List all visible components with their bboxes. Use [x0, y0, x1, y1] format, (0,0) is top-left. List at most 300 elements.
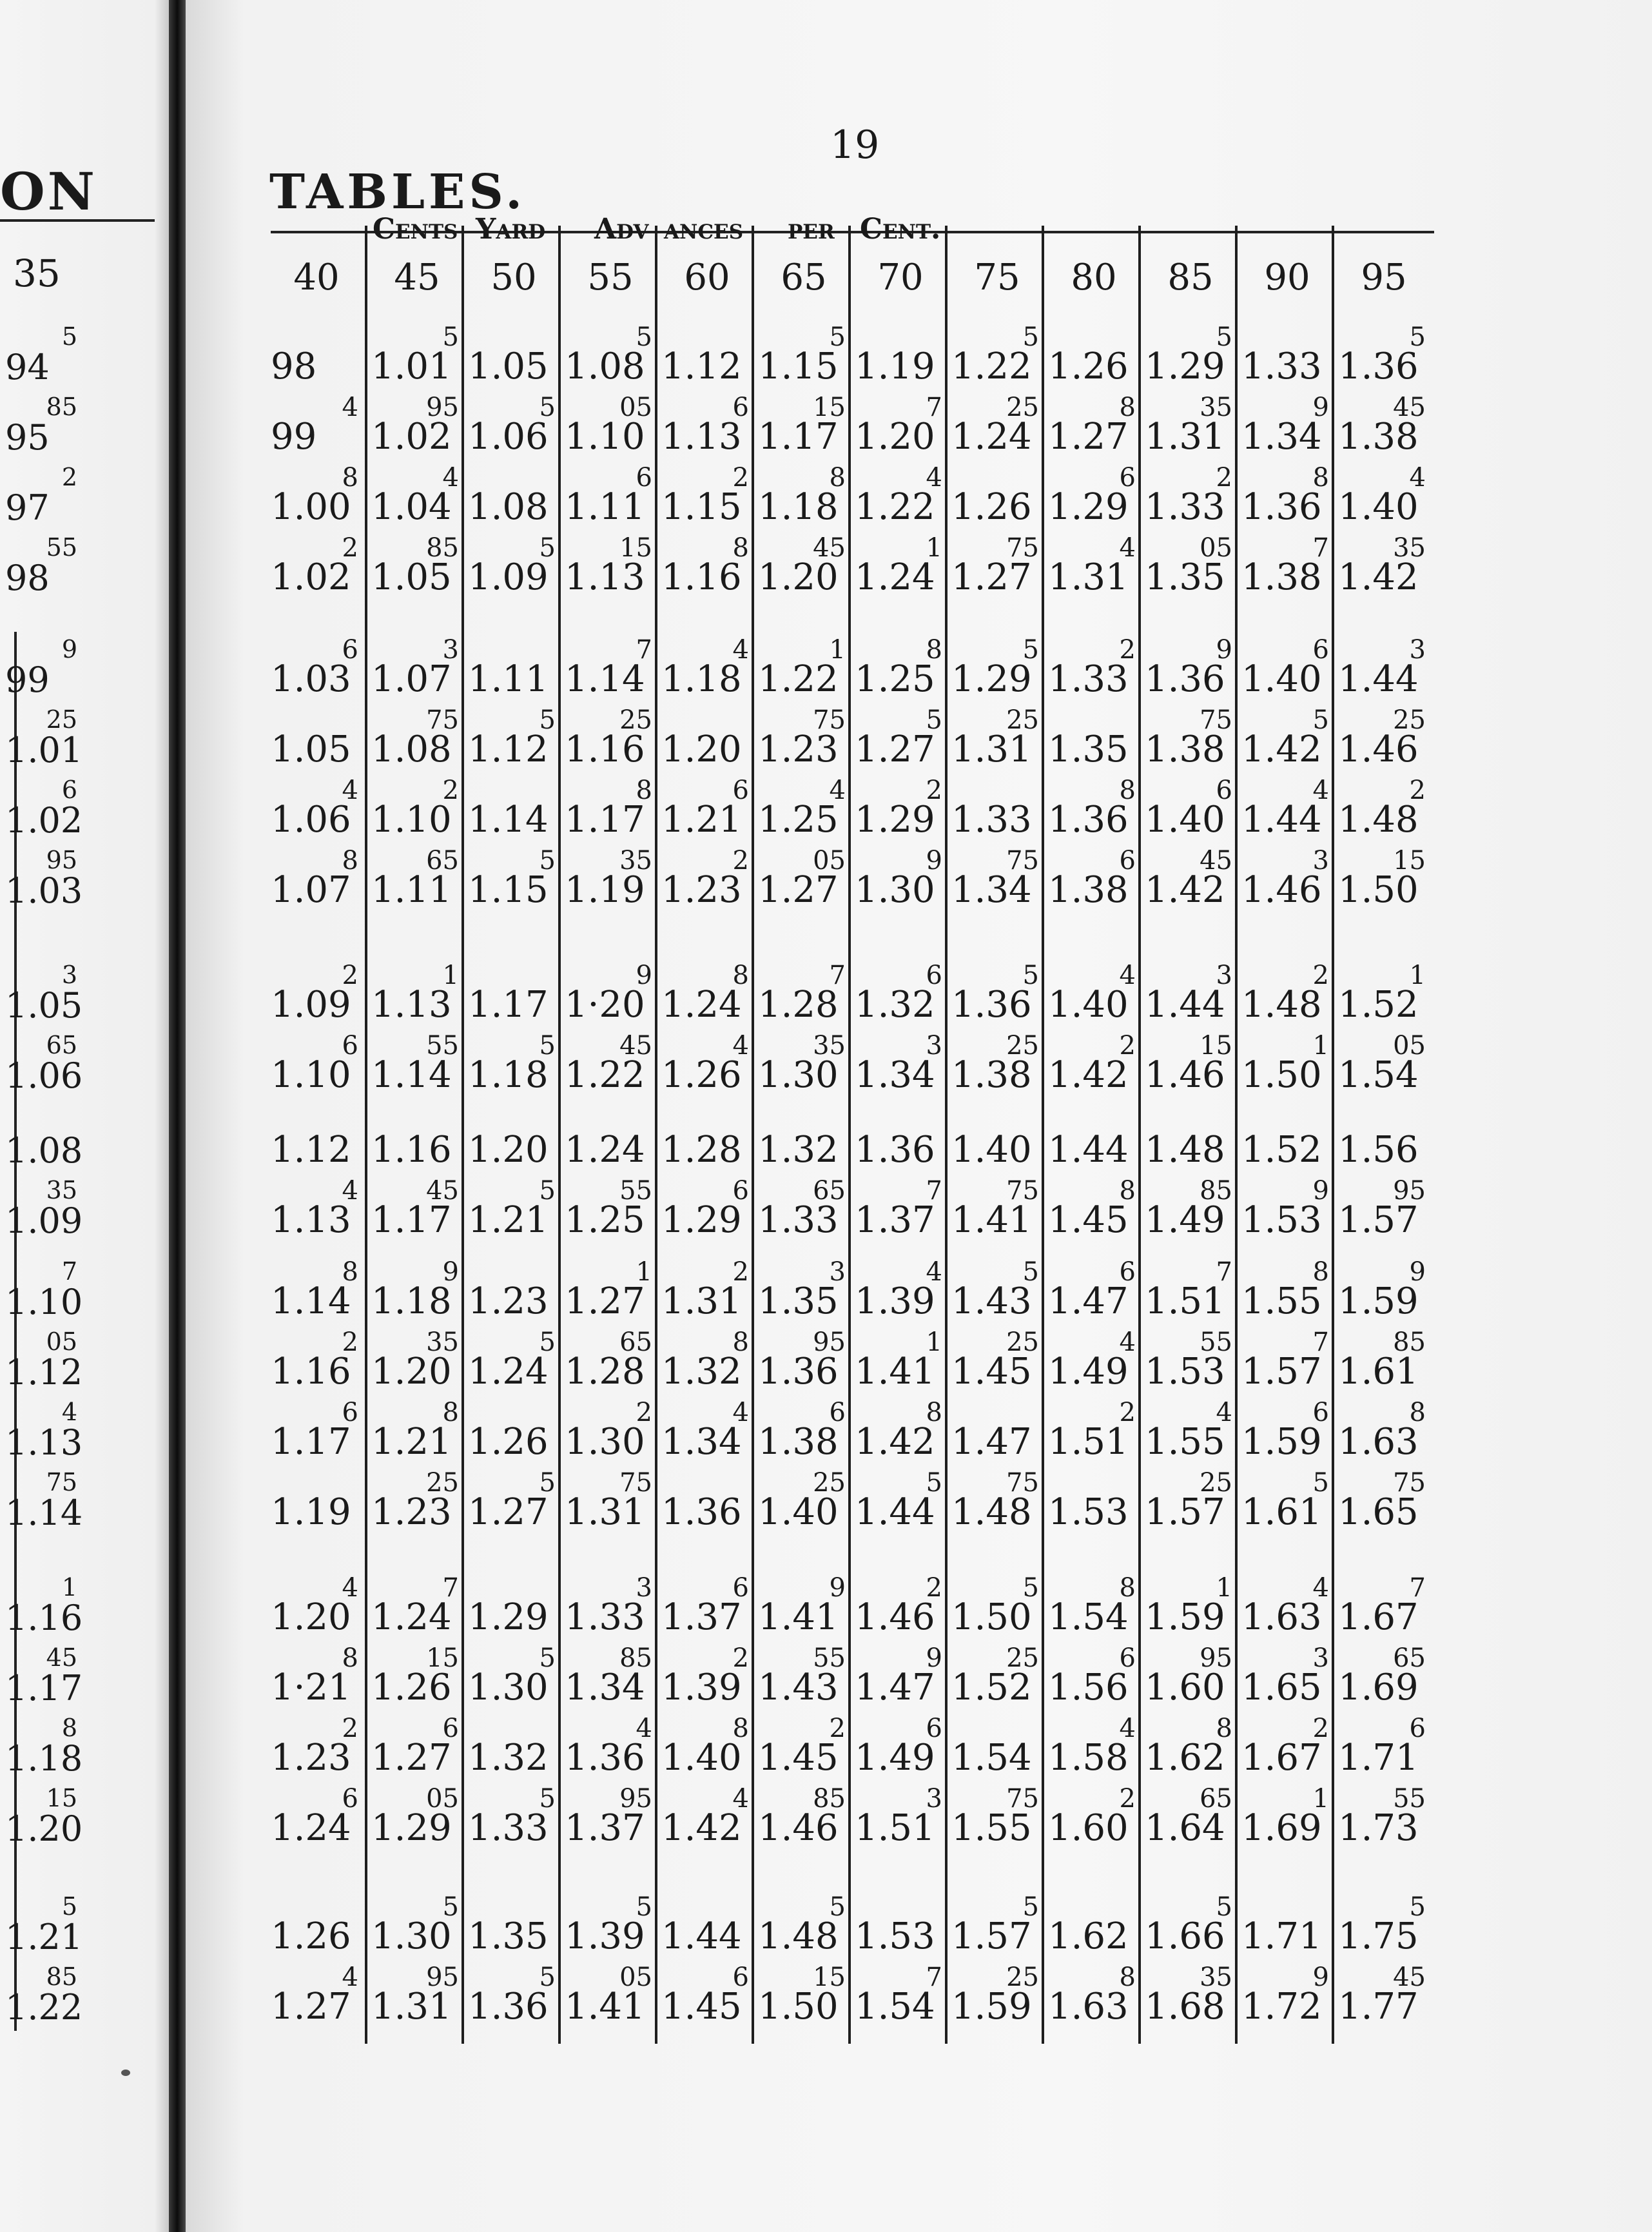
fraction-value: 75 — [813, 705, 846, 735]
price-value: 1.19 — [271, 1491, 351, 1533]
table-cell — [1336, 776, 1432, 846]
fraction-value: 75 — [1006, 1468, 1039, 1498]
price-value: 1.06 — [468, 416, 549, 458]
table-cell — [852, 961, 949, 1031]
table-cell — [949, 463, 1045, 533]
table-cell — [1239, 1327, 1336, 1398]
price-value: 1.21 — [371, 1421, 452, 1463]
left-price-value: 1.05 — [5, 985, 83, 1026]
table-cell — [659, 322, 755, 393]
table-cell — [755, 1176, 852, 1246]
price-value: 1.27 — [758, 869, 839, 911]
fraction-value: 25 — [1006, 1643, 1039, 1673]
table-cell — [755, 846, 852, 916]
table-cell — [369, 635, 465, 705]
table-cell — [659, 1327, 755, 1398]
table-cell — [369, 1643, 465, 1714]
price-value: 1.10 — [371, 799, 452, 841]
price-value: 1.44 — [1338, 658, 1419, 700]
fraction-value: 2 — [442, 776, 459, 805]
fraction-value: 6 — [1119, 463, 1136, 493]
price-value: 1.62 — [1145, 1737, 1225, 1779]
super-header — [0, 213, 1652, 251]
table-cell — [949, 1031, 1045, 1101]
price-value: 1.32 — [758, 1129, 839, 1171]
price-value: 1.65 — [1338, 1491, 1419, 1533]
left-price-value: 98 — [5, 558, 50, 598]
price-value: 1.01 — [371, 346, 452, 387]
price-value: 1.39 — [855, 1280, 935, 1322]
table-cell — [1045, 1398, 1142, 1468]
fraction-value: 5 — [1409, 322, 1426, 352]
fraction-value: 05 — [813, 846, 846, 876]
fraction-value: 8 — [926, 1398, 942, 1427]
table-cell — [562, 1643, 659, 1714]
table-cell — [369, 322, 465, 393]
left-page-row — [0, 1176, 187, 1247]
table-cell — [755, 705, 852, 776]
table-cell — [1336, 533, 1432, 603]
table-cell — [562, 1176, 659, 1246]
price-value: 1.47 — [855, 1667, 935, 1708]
table-cell — [949, 1784, 1045, 1854]
left-price-value: 1.18 — [5, 1738, 83, 1779]
price-value: 1.56 — [1048, 1667, 1129, 1708]
price-value: 1.40 — [1048, 984, 1129, 1026]
table-cell — [1142, 1327, 1239, 1398]
price-value: 1.32 — [661, 1351, 742, 1393]
fraction-value: 15 — [813, 393, 846, 422]
table-cell — [949, 1468, 1045, 1538]
price-value: 1.65 — [1241, 1667, 1322, 1708]
price-value: 1.22 — [758, 658, 839, 700]
fraction-value: 2 — [732, 1257, 749, 1287]
left-fraction-value: 85 — [46, 1963, 77, 1991]
table-cell — [465, 1892, 562, 1963]
fraction-value: 15 — [1393, 846, 1426, 876]
price-value: 1.12 — [271, 1129, 351, 1171]
price-value: 1.42 — [1338, 556, 1419, 598]
table-cell — [1142, 463, 1239, 533]
price-value: 1.48 — [758, 1915, 839, 1957]
table-cell — [659, 1784, 755, 1854]
table-cell — [852, 1963, 949, 2033]
price-value: 1.61 — [1241, 1491, 1322, 1533]
left-fraction-value: 7 — [61, 1257, 77, 1286]
fraction-value: 5 — [1409, 1892, 1426, 1922]
table-cell — [1239, 1963, 1336, 2033]
price-value: 1.33 — [758, 1199, 839, 1241]
table-cell — [1336, 635, 1432, 705]
table-cell — [1142, 322, 1239, 393]
table-cell — [369, 1468, 465, 1538]
fraction-value: 5 — [539, 393, 556, 422]
price-value: 1.26 — [1048, 346, 1129, 387]
fraction-value: 6 — [732, 1176, 749, 1206]
table-cell — [1142, 533, 1239, 603]
price-value: 1.36 — [855, 1129, 935, 1171]
fraction-value: 4 — [926, 1257, 942, 1287]
price-value: 1.02 — [371, 416, 452, 458]
fraction-value: 9 — [829, 1573, 846, 1603]
table-cell — [1239, 776, 1336, 846]
left-price-value: 94 — [5, 347, 50, 387]
price-value: 1.13 — [371, 984, 452, 1026]
fraction-value: 95 — [813, 1327, 846, 1357]
price-value: 1.29 — [1145, 346, 1225, 387]
table-cell — [1142, 1892, 1239, 1963]
price-value: 1.50 — [951, 1596, 1032, 1638]
table-cell — [369, 961, 465, 1031]
price-value: 1.41 — [855, 1351, 935, 1393]
column-header-10: 90 — [1264, 257, 1310, 299]
price-value: 1.25 — [758, 799, 839, 841]
table-cell — [659, 463, 755, 533]
table-cell — [1239, 1714, 1336, 1784]
fraction-value: 8 — [342, 463, 358, 493]
fraction-value: 4 — [1119, 533, 1136, 563]
table-cell — [369, 705, 465, 776]
fraction-value: 05 — [619, 393, 652, 422]
table-cell — [1142, 1106, 1239, 1176]
price-value: 1.63 — [1338, 1421, 1419, 1463]
price-value: 1.57 — [1338, 1199, 1419, 1241]
fraction-value: 9 — [1409, 1257, 1426, 1287]
price-value: 1.36 — [1048, 799, 1129, 841]
price-value: 1.53 — [1241, 1199, 1322, 1241]
left-page-row — [0, 1892, 187, 1963]
fraction-value: 5 — [1022, 1573, 1039, 1603]
fraction-value: 4 — [636, 1714, 652, 1743]
price-value: 1.02 — [271, 556, 351, 598]
fraction-value: 5 — [829, 322, 846, 352]
price-value: 1.38 — [1048, 869, 1129, 911]
price-value: 1.31 — [1145, 416, 1225, 458]
table-cell — [268, 1398, 365, 1468]
price-value: 99 — [271, 416, 317, 458]
price-value: 1.55 — [1145, 1421, 1225, 1463]
price-value: 1.34 — [1241, 416, 1322, 458]
fraction-value: 8 — [926, 635, 942, 665]
table-cell — [562, 393, 659, 463]
table-cell — [1336, 1106, 1432, 1176]
fraction-value: 2 — [342, 533, 358, 563]
table-cell — [949, 1398, 1045, 1468]
table-cell — [1142, 1398, 1239, 1468]
price-value: 1.52 — [1241, 1129, 1322, 1171]
price-value: 1.12 — [468, 729, 549, 770]
left-page-fragment — [0, 0, 193, 2232]
fraction-value: 4 — [1119, 961, 1136, 990]
table-cell — [852, 393, 949, 463]
table-cell — [1142, 1963, 1239, 2033]
fraction-value: 6 — [926, 1714, 942, 1743]
table-cell — [1142, 1257, 1239, 1327]
table-cell — [852, 463, 949, 533]
price-value: 1.33 — [1241, 346, 1322, 387]
fraction-value: 5 — [1312, 1468, 1329, 1498]
table-cell — [949, 1573, 1045, 1643]
price-value: 1.24 — [855, 556, 935, 598]
price-value: 1.45 — [951, 1351, 1032, 1393]
fraction-value: 35 — [1393, 533, 1426, 563]
price-value: 1.39 — [661, 1667, 742, 1708]
table-cell — [562, 1106, 659, 1176]
price-value: 1.57 — [951, 1915, 1032, 1957]
fraction-value: 5 — [926, 705, 942, 735]
table-cell — [268, 533, 365, 603]
fraction-value: 8 — [342, 1643, 358, 1673]
table-cell — [1239, 1398, 1336, 1468]
fraction-value: 85 — [619, 1643, 652, 1673]
price-value: 1.48 — [1338, 799, 1419, 841]
table-cell — [852, 1643, 949, 1714]
fraction-value: 35 — [813, 1031, 846, 1061]
price-value: 1.19 — [565, 869, 645, 911]
price-value: 1.36 — [1338, 346, 1419, 387]
fraction-value: 2 — [926, 1573, 942, 1603]
table-cell — [1045, 463, 1142, 533]
table-cell — [268, 322, 365, 393]
price-value: 1.45 — [661, 1986, 742, 2028]
fraction-value: 5 — [1022, 322, 1039, 352]
table-cell — [949, 846, 1045, 916]
price-value: 1.45 — [1048, 1199, 1129, 1241]
table-cell — [1239, 1892, 1336, 1963]
table-cell — [562, 322, 659, 393]
price-value: 1.23 — [271, 1737, 351, 1779]
fraction-value: 7 — [1409, 1573, 1426, 1603]
price-value: 1.75 — [1338, 1915, 1419, 1957]
left-fraction-value: 95 — [46, 846, 77, 874]
price-value: 1.73 — [1338, 1807, 1419, 1849]
table-cell — [755, 1398, 852, 1468]
price-value: 1.07 — [271, 869, 351, 911]
fraction-value: 1 — [1216, 1573, 1232, 1603]
fraction-value: 25 — [1200, 1468, 1232, 1498]
fraction-value: 8 — [1312, 1257, 1329, 1287]
fraction-value: 3 — [926, 1784, 942, 1814]
price-value: 1.41 — [951, 1199, 1032, 1241]
table-cell — [1045, 776, 1142, 846]
fraction-value: 6 — [636, 463, 652, 493]
table-cell — [369, 463, 465, 533]
table-cell — [659, 1398, 755, 1468]
price-value: 1.21 — [661, 799, 742, 841]
price-value: 1.44 — [661, 1915, 742, 1957]
fraction-value: 1 — [1312, 1031, 1329, 1061]
fraction-value: 1 — [926, 533, 942, 563]
fraction-value: 75 — [1006, 1176, 1039, 1206]
price-value: 1.38 — [951, 1054, 1032, 1096]
table-cell — [369, 1963, 465, 2033]
left-page-row — [0, 1106, 187, 1177]
fraction-value: 6 — [1216, 776, 1232, 805]
table-cell — [562, 1784, 659, 1854]
table-cell — [562, 1963, 659, 2033]
table-cell — [562, 533, 659, 603]
fraction-value: 4 — [829, 776, 846, 805]
price-value: 1.40 — [661, 1737, 742, 1779]
fraction-value: 7 — [636, 635, 652, 665]
price-value: 1.29 — [661, 1199, 742, 1241]
price-value: 1.48 — [1145, 1129, 1225, 1171]
fraction-value: 8 — [342, 1257, 358, 1287]
table-cell — [369, 1714, 465, 1784]
price-value: 1.13 — [565, 556, 645, 598]
price-value: 1.62 — [1048, 1915, 1129, 1957]
price-value: 1.49 — [1048, 1351, 1129, 1393]
table-cell — [852, 846, 949, 916]
fraction-value: 9 — [1312, 1963, 1329, 1992]
fraction-value: 4 — [342, 776, 358, 805]
table-cell — [268, 463, 365, 533]
super-header-adv: Adv — [594, 213, 649, 246]
fraction-value: 85 — [813, 1784, 846, 1814]
left-price-value: 1.22 — [5, 1987, 83, 2028]
price-value: 1.36 — [468, 1986, 549, 2028]
price-value: 1.55 — [951, 1807, 1032, 1849]
table-cell — [465, 635, 562, 705]
left-page-row — [0, 961, 187, 1032]
price-value: 1.52 — [951, 1667, 1032, 1708]
price-value: 1.26 — [951, 486, 1032, 528]
price-value: 1.20 — [661, 729, 742, 770]
fraction-value: 3 — [926, 1031, 942, 1061]
table-cell — [1239, 846, 1336, 916]
table-cell — [1239, 1106, 1336, 1176]
fraction-value: 4 — [442, 463, 459, 493]
price-value: 1.16 — [565, 729, 645, 770]
fraction-value: 5 — [829, 1892, 846, 1922]
fraction-value: 4 — [732, 635, 749, 665]
table-cell — [1336, 1714, 1432, 1784]
price-value: 1.44 — [855, 1491, 935, 1533]
left-price-value: 95 — [5, 417, 50, 458]
table-cell — [369, 846, 465, 916]
price-value: 1.67 — [1241, 1737, 1322, 1779]
fraction-value: 8 — [1312, 463, 1329, 493]
price-value: 1.69 — [1241, 1807, 1322, 1849]
price-value: 1.17 — [565, 799, 645, 841]
column-header-8: 80 — [1071, 257, 1117, 299]
price-value: 1.08 — [371, 729, 452, 770]
price-value: 1.10 — [565, 416, 645, 458]
table-cell — [1142, 961, 1239, 1031]
price-value: 1.42 — [855, 1421, 935, 1463]
table-cell — [949, 1106, 1045, 1176]
fraction-value: 15 — [1200, 1031, 1232, 1061]
table-cell — [852, 1784, 949, 1854]
table-cell — [852, 1176, 949, 1246]
table-cell — [755, 1784, 852, 1854]
table-cell — [1142, 1176, 1239, 1246]
table-cell — [1336, 1892, 1432, 1963]
fraction-value: 1 — [636, 1257, 652, 1287]
column-header-9: 85 — [1167, 257, 1214, 299]
fraction-value: 4 — [342, 1176, 358, 1206]
fraction-value: 5 — [539, 1643, 556, 1673]
table-cell — [1045, 1784, 1142, 1854]
table-cell — [659, 533, 755, 603]
fraction-value: 25 — [1006, 705, 1039, 735]
table-cell — [268, 635, 365, 705]
fraction-value: 8 — [732, 533, 749, 563]
table-cell — [369, 1573, 465, 1643]
price-value: 1.63 — [1241, 1596, 1322, 1638]
table-cell — [1336, 393, 1432, 463]
left-price-value: 1.13 — [5, 1422, 83, 1463]
table-cell — [852, 1106, 949, 1176]
price-value: 1.26 — [661, 1054, 742, 1096]
table-cell — [369, 1327, 465, 1398]
table-cell — [1239, 533, 1336, 603]
table-cell — [1045, 1963, 1142, 2033]
left-page-row — [0, 463, 187, 534]
left-page-row — [0, 1031, 187, 1102]
table-cell — [949, 1892, 1045, 1963]
price-value: 1.22 — [951, 346, 1032, 387]
left-price-value: 1.01 — [5, 730, 83, 770]
price-value: 1.50 — [1241, 1054, 1322, 1096]
table-cell — [562, 1257, 659, 1327]
left-price-value: 1.10 — [5, 1282, 83, 1322]
table-cell — [1045, 533, 1142, 603]
left-price-value: 1.17 — [5, 1668, 83, 1708]
fraction-value: 8 — [1119, 1573, 1136, 1603]
table-cell — [268, 1031, 365, 1101]
table-cell — [1142, 1643, 1239, 1714]
price-value: 1.33 — [1145, 486, 1225, 528]
table-cell — [1336, 1327, 1432, 1398]
left-fraction-value: 25 — [46, 705, 77, 734]
fraction-value: 9 — [442, 1257, 459, 1287]
table-cell — [369, 533, 465, 603]
price-value: 1.69 — [1338, 1667, 1419, 1708]
table-cell — [562, 961, 659, 1031]
left-price-value: 1.06 — [5, 1055, 83, 1096]
table-cell — [1045, 1327, 1142, 1398]
price-value: 1.04 — [371, 486, 452, 528]
table-cell — [1045, 322, 1142, 393]
fraction-value: 4 — [1409, 463, 1426, 493]
price-value: 1.57 — [1145, 1491, 1225, 1533]
table-cell — [1336, 846, 1432, 916]
scan-speck — [121, 2070, 130, 2076]
price-value: 98 — [271, 346, 317, 387]
table-cell — [562, 1398, 659, 1468]
fraction-value: 2 — [1409, 776, 1426, 805]
fraction-value: 8 — [1119, 1963, 1136, 1992]
table-cell — [369, 1892, 465, 1963]
table-cell — [852, 1398, 949, 1468]
table-cell — [1336, 1257, 1432, 1327]
table-cell — [949, 1176, 1045, 1246]
price-value: 1.34 — [951, 869, 1032, 911]
column-header-2: 50 — [491, 257, 537, 299]
fraction-value: 4 — [732, 1031, 749, 1061]
price-value: 1.26 — [271, 1915, 351, 1957]
table-cell — [755, 1573, 852, 1643]
price-value: 1.17 — [758, 416, 839, 458]
price-value: 1.49 — [855, 1737, 935, 1779]
left-page-row — [0, 1784, 187, 1855]
column-header-4: 60 — [684, 257, 730, 299]
fraction-value: 6 — [1119, 1257, 1136, 1287]
left-page-row — [0, 846, 187, 917]
fraction-value: 45 — [1393, 393, 1426, 422]
table-cell — [562, 1468, 659, 1538]
